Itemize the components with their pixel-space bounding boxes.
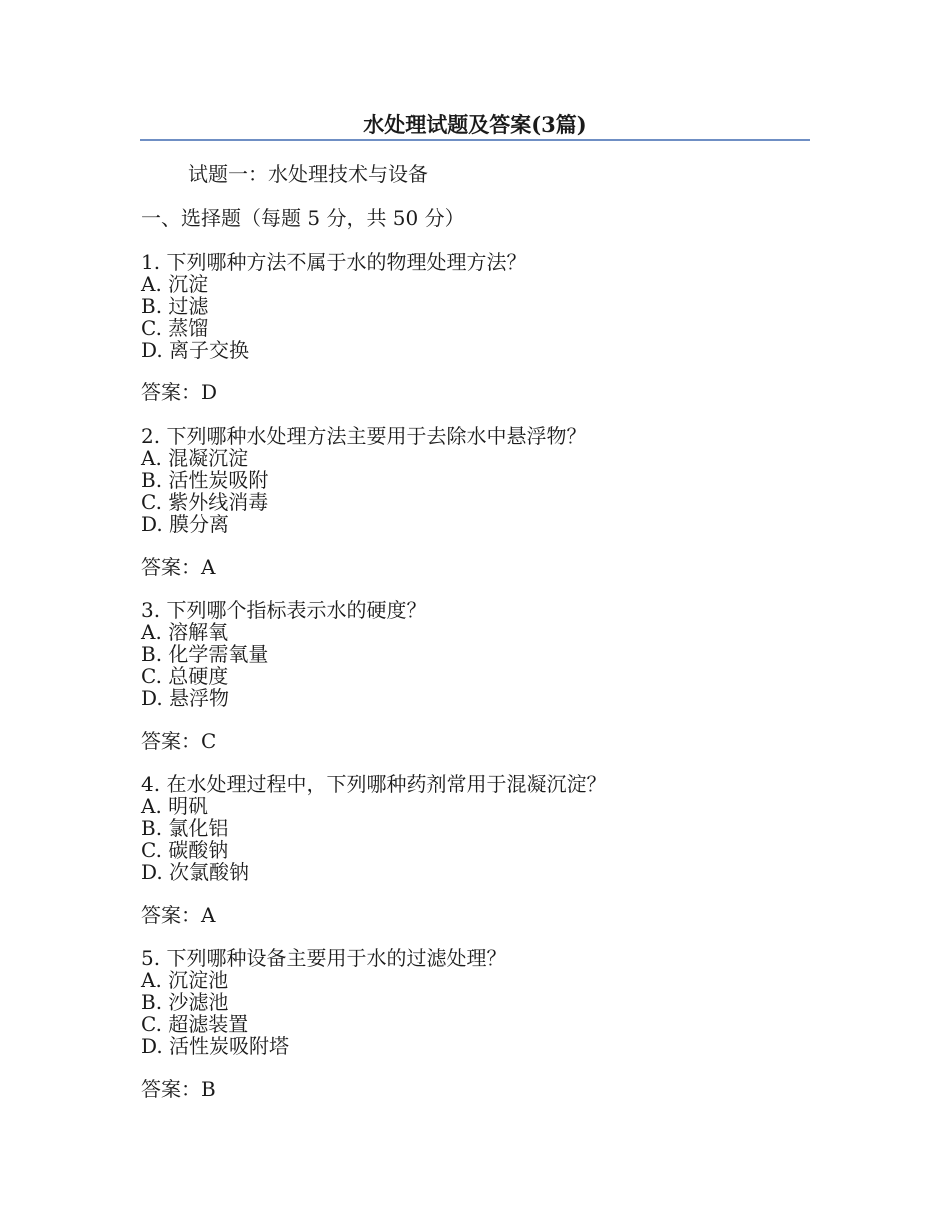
question-option: A. 沉淀池 (141, 968, 229, 992)
question-option: D. 活性炭吸附塔 (141, 1034, 290, 1058)
question-answer: 答案：A (141, 555, 216, 579)
question-option: A. 明矾 (141, 794, 209, 818)
question-option: C. 紫外线消毒 (141, 490, 269, 514)
question-option: A. 混凝沉淀 (141, 446, 249, 470)
title-underline (140, 139, 810, 141)
question-stem: 5. 下列哪种设备主要用于水的过滤处理？ (141, 946, 507, 970)
question-answer: 答案：B (141, 1077, 216, 1101)
question-answer: 答案：A (141, 903, 216, 927)
question-option: B. 氯化铝 (141, 816, 229, 840)
question-answer: 答案：D (141, 380, 218, 404)
question-option: A. 溶解氧 (141, 620, 229, 644)
question-stem: 2. 下列哪种水处理方法主要用于去除水中悬浮物？ (141, 424, 587, 448)
question-option: B. 化学需氧量 (141, 642, 269, 666)
question-option: C. 蒸馏 (141, 316, 209, 340)
document-title: 水处理试题及答案(3篇) (363, 112, 587, 137)
question-option: C. 超滤装置 (141, 1012, 249, 1036)
question-option: D. 膜分离 (141, 512, 230, 536)
question-option: D. 悬浮物 (141, 686, 230, 710)
question-option: B. 过滤 (141, 294, 209, 318)
question-option: D. 次氯酸钠 (141, 860, 250, 884)
question-option: C. 总硬度 (141, 664, 229, 688)
question-option: B. 沙滤池 (141, 990, 229, 1014)
question-option: D. 离子交换 (141, 338, 250, 362)
section-heading: 一、选择题（每题 5 分，共 50 分） (141, 206, 465, 230)
question-option: B. 活性炭吸附 (141, 468, 269, 492)
question-option: C. 碳酸钠 (141, 838, 229, 862)
question-stem: 4. 在水处理过程中，下列哪种药剂常用于混凝沉淀？ (141, 772, 607, 796)
question-stem: 1. 下列哪种方法不属于水的物理处理方法？ (141, 250, 527, 274)
question-answer: 答案：C (141, 729, 217, 753)
section-subtitle: 试题一：水处理技术与设备 (188, 162, 428, 186)
question-stem: 3. 下列哪个指标表示水的硬度？ (141, 598, 427, 622)
question-option: A. 沉淀 (141, 272, 209, 296)
